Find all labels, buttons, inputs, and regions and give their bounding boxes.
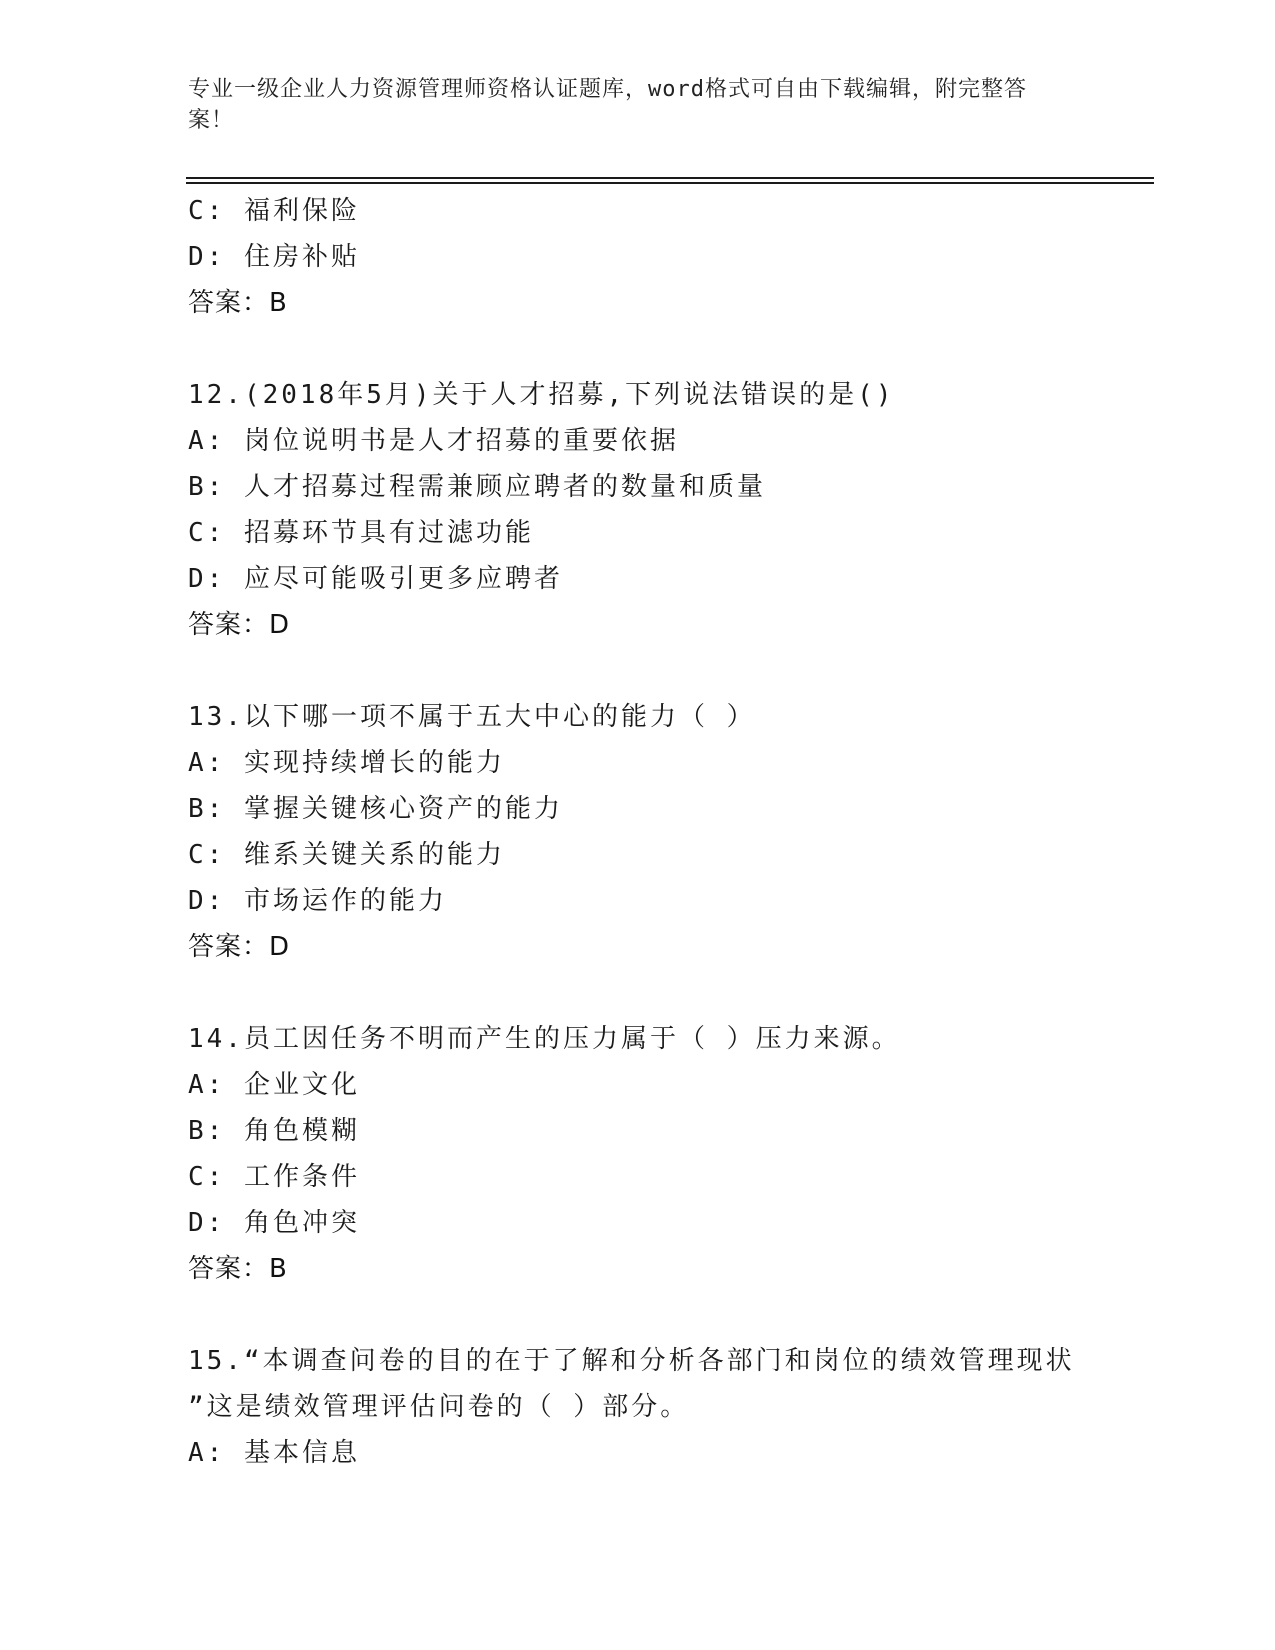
- q12-option-b: B: 人才招募过程需兼顾应聘者的数量和质量: [188, 472, 766, 502]
- q14-option-a: A: 企业文化: [188, 1070, 360, 1100]
- q13-option-d: D: 市场运作的能力: [188, 886, 447, 916]
- question-14: 14.员工因任务不明而产生的压力属于（ ）压力来源。: [188, 1024, 901, 1054]
- q14-option-d: D: 角色冲突: [188, 1208, 360, 1238]
- spacer: [188, 648, 1088, 694]
- spacer: [188, 1292, 1088, 1338]
- q13-option-b: B: 掌握关键核心资产的能力: [188, 794, 563, 824]
- q12-option-d: D: 应尽可能吸引更多应聘者: [188, 564, 563, 594]
- q14-option-c: C: 工作条件: [188, 1162, 360, 1192]
- header-divider-bottom: [186, 182, 1154, 184]
- q12-answer: 答案：D: [188, 610, 291, 640]
- spacer: [188, 326, 1088, 372]
- prev-answer: 答案：B: [188, 288, 288, 318]
- header-divider-top: [186, 177, 1154, 179]
- q14-option-b: B: 角色模糊: [188, 1116, 360, 1146]
- question-15-line-2: ”这是绩效管理评估问卷的（ ）部分。: [188, 1392, 690, 1422]
- prev-option-c: C: 福利保险: [188, 196, 360, 226]
- prev-option-d: D: 住房补贴: [188, 242, 360, 272]
- q12-option-c: C: 招募环节具有过滤功能: [188, 518, 534, 548]
- question-13: 13.以下哪一项不属于五大中心的能力（ ）: [188, 702, 756, 732]
- q13-answer: 答案：D: [188, 932, 291, 962]
- q15-option-a: A: 基本信息: [188, 1438, 360, 1468]
- question-12: 12.(2018年5月)关于人才招募,下列说法错误的是(): [188, 380, 895, 410]
- q14-answer: 答案：B: [188, 1254, 288, 1284]
- q12-option-a: A: 岗位说明书是人才招募的重要依据: [188, 426, 679, 456]
- q13-option-c: C: 维系关键关系的能力: [188, 840, 505, 870]
- question-15-line-1: 15.“本调查问卷的目的在于了解和分析各部门和岗位的绩效管理现状: [188, 1346, 1075, 1376]
- q13-option-a: A: 实现持续增长的能力: [188, 748, 505, 778]
- spacer: [188, 970, 1088, 1016]
- question-list: [188, 188, 1088, 1476]
- document-header: 专业一级企业人力资源管理师资格认证题库，word格式可自由下载编辑，附完整答案！: [188, 77, 1027, 133]
